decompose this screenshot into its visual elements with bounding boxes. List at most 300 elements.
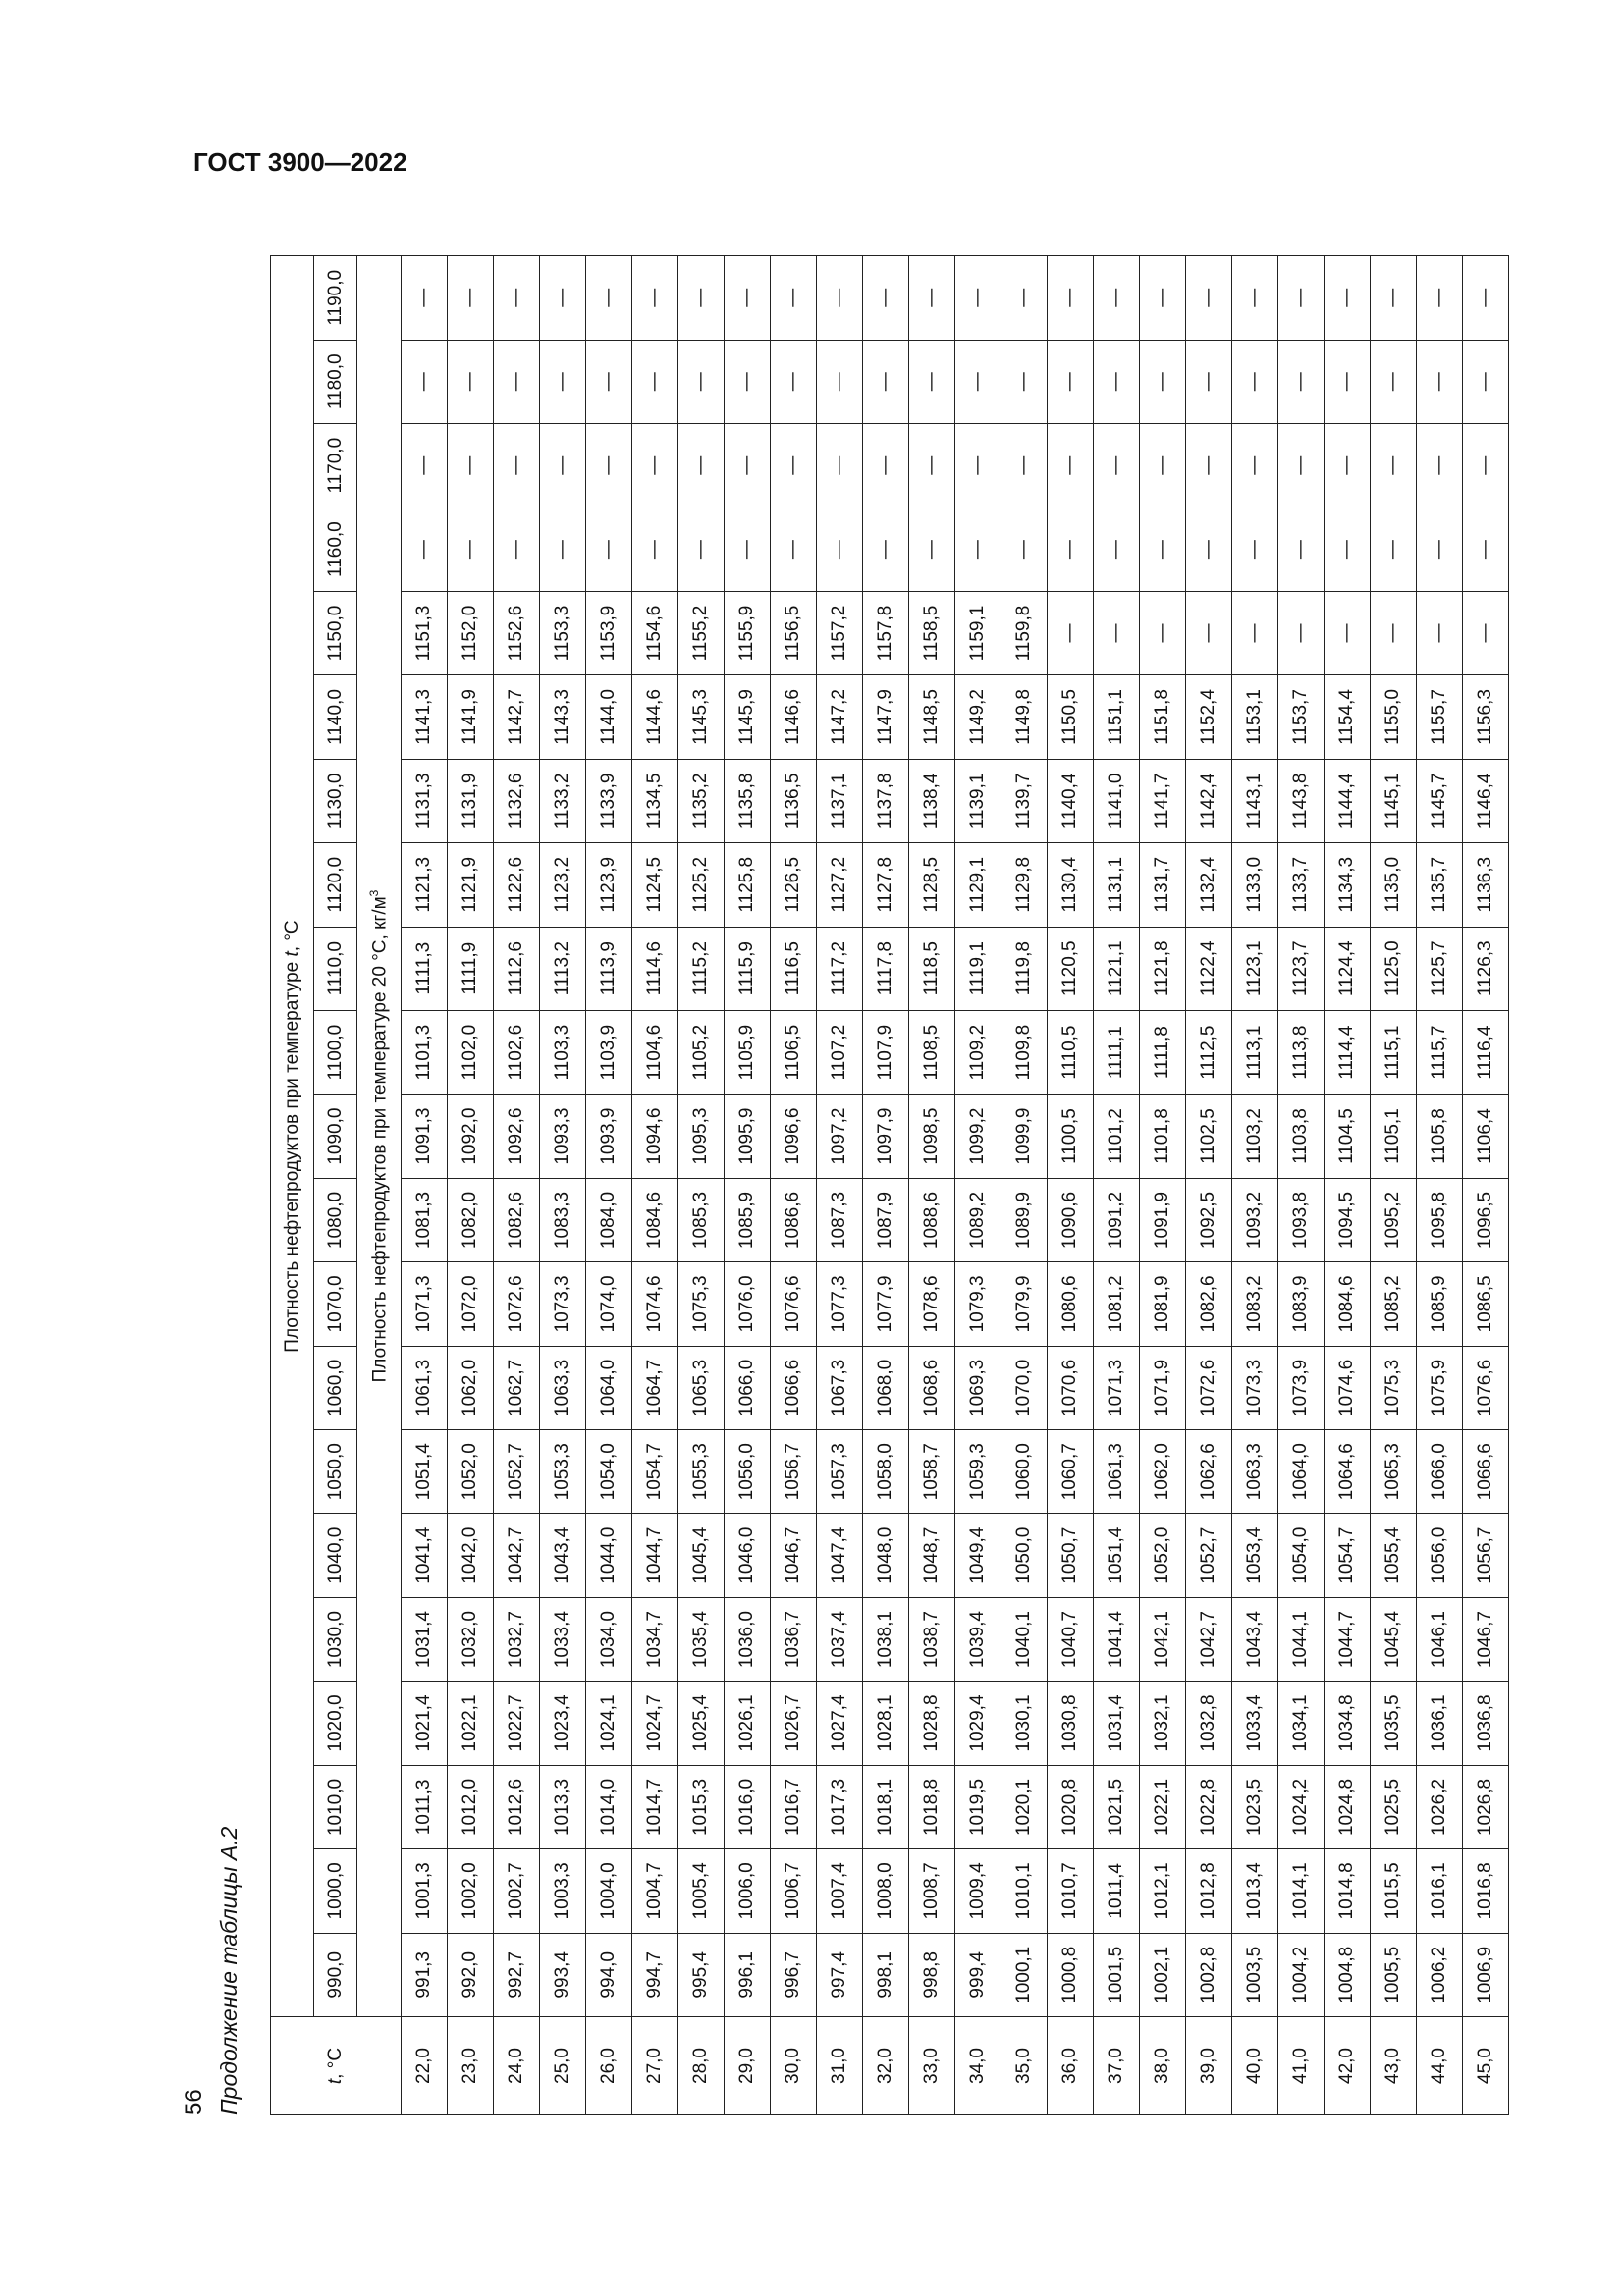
density-cell: 1024,1 [586,1682,632,1765]
density-cell: 1152,6 [494,591,540,674]
density-cell: — [494,340,540,423]
density-cell: 1112,6 [494,927,540,1010]
density-cell: 1051,4 [1094,1514,1140,1597]
density-cell: 1122,4 [1186,927,1232,1010]
density-cell: — [955,340,1001,423]
density-cell: 1002,8 [1186,1933,1232,2016]
density-cell: 1135,0 [1371,843,1417,927]
density-cell: 1103,9 [586,1010,632,1094]
density-cell: 1105,1 [1371,1095,1417,1178]
density-cell: — [725,507,771,591]
density-cell: 1119,1 [955,927,1001,1010]
density-cell: 1133,2 [540,759,586,842]
density-cell: 1055,4 [1371,1514,1417,1597]
density-column-header: 1150,0 [314,591,357,674]
density-cell: 1034,8 [1325,1682,1371,1765]
density-cell: 1070,6 [1048,1346,1094,1429]
density-cell: — [955,507,1001,591]
density-cell: — [1371,591,1417,674]
density-cell: 1121,3 [402,843,448,927]
density-cell: 996,7 [771,1933,817,2016]
density-cell: 1014,1 [1278,1849,1325,1933]
density-cell: 1155,7 [1417,675,1463,759]
density-cell: 1044,7 [1325,1597,1371,1681]
density-cell: 1015,3 [678,1765,725,1848]
density-cell: — [586,423,632,507]
density-column-header: 1140,0 [314,675,357,759]
density-cell: 1066,6 [1463,1430,1509,1514]
density-cell: 1105,9 [725,1010,771,1094]
density-cell: 1092,0 [448,1095,494,1178]
density-cell: 1006,0 [725,1849,771,1933]
density-cell: 1155,0 [1371,675,1417,759]
density-cell: 1013,4 [1232,1849,1278,1933]
density-column-header: 1170,0 [314,423,357,507]
density-cell: 1093,2 [1232,1178,1278,1261]
density-cell: 1129,8 [1001,843,1048,927]
density-cell: — [1048,591,1094,674]
density-cell: 1012,1 [1140,1849,1186,1933]
density-cell: 1059,3 [955,1430,1001,1514]
density-cell: 1127,8 [863,843,909,927]
density-cell: 1026,8 [1463,1765,1509,1848]
density-cell: 1044,0 [586,1514,632,1597]
density-cell: 1056,0 [725,1430,771,1514]
density-cell: 1062,0 [1140,1430,1186,1514]
subtitle-text: Плотность нефтепродуктов при температуре 20 °С, кг/м [369,896,391,1383]
density-cell: 1011,3 [402,1765,448,1848]
table-row [725,256,771,2115]
density-cell: 1018,1 [863,1765,909,1848]
density-cell: — [1417,591,1463,674]
density-table [270,255,1509,2115]
density-cell: 1072,0 [448,1262,494,1346]
density-cell: 1034,1 [1278,1682,1325,1765]
density-cell: 1006,9 [1463,1933,1509,2016]
density-cell: 1144,4 [1325,759,1371,842]
temp-header-unit: , °С [325,2047,346,2079]
density-cell: 1048,0 [863,1514,909,1597]
density-cell: 1018,8 [909,1765,955,1848]
density-cell: — [909,507,955,591]
density-cell: 1052,7 [494,1430,540,1514]
density-cell: 1064,6 [1325,1430,1371,1514]
density-cell: 1073,3 [1232,1346,1278,1429]
density-cell: 1126,3 [1463,927,1509,1010]
density-cell: 1038,1 [863,1597,909,1681]
temperature-cell: 36,0 [1048,2017,1094,2115]
table-row [955,256,1001,2115]
density-cell: 1061,3 [402,1346,448,1429]
table-row [494,256,540,2115]
density-cell: 1072,6 [494,1262,540,1346]
temperature-cell: 42,0 [1325,2017,1371,2115]
density-cell: 1019,5 [955,1765,1001,1848]
density-cell: 1061,3 [1094,1430,1140,1514]
density-cell: — [494,256,540,341]
density-column-header: 1180,0 [314,340,357,423]
density-cell: 1063,3 [540,1346,586,1429]
density-cell: 1008,7 [909,1849,955,1933]
density-cell: 1157,8 [863,591,909,674]
density-cell: 1050,7 [1048,1514,1094,1597]
density-cell: 1082,0 [448,1178,494,1261]
density-cell: 1100,5 [1048,1095,1094,1178]
density-cell: 1045,4 [678,1514,725,1597]
density-cell: — [1001,256,1048,341]
density-cell: — [1140,256,1186,341]
density-cell: 1022,1 [448,1682,494,1765]
density-column-header: 1090,0 [314,1095,357,1178]
density-cell: 1111,8 [1140,1010,1186,1094]
density-cell: 1136,3 [1463,843,1509,927]
density-cell: 1014,8 [1325,1849,1371,1933]
density-cell: 1075,9 [1417,1346,1463,1429]
temperature-cell: 40,0 [1232,2017,1278,2115]
density-cell: 1131,9 [448,759,494,842]
density-cell: 1043,4 [1232,1597,1278,1681]
density-cell: 1084,6 [632,1178,678,1261]
density-cell: 1021,5 [1094,1765,1140,1848]
density-cell: 1089,9 [1001,1178,1048,1261]
density-cell: — [1278,340,1325,423]
table-row [1371,256,1417,2115]
density-cell: 1021,4 [402,1682,448,1765]
density-cell: 1076,6 [771,1262,817,1346]
density-cell: — [678,507,725,591]
density-cell: — [1278,423,1325,507]
density-cell: 1112,5 [1186,1010,1232,1094]
density-cell: — [1371,340,1417,423]
density-cell: 1066,6 [771,1346,817,1429]
density-cell: — [1048,423,1094,507]
table-row [1001,256,1048,2115]
density-cell: 1141,0 [1094,759,1140,842]
density-cell: 1032,8 [1186,1682,1232,1765]
density-cell: — [725,256,771,341]
table-row [1278,256,1325,2115]
density-cell: 1051,4 [402,1430,448,1514]
density-cell: — [448,507,494,591]
density-cell: 1086,5 [1463,1262,1509,1346]
density-cell: — [1094,507,1140,591]
density-cell: 1103,2 [1232,1095,1278,1178]
density-cell: 1060,7 [1048,1430,1094,1514]
density-cell: — [1186,507,1232,591]
density-cell: 1017,3 [817,1765,863,1848]
density-cell: 1122,6 [494,843,540,927]
density-cell: 1002,7 [494,1849,540,1933]
density-cell: 1081,9 [1140,1262,1186,1346]
density-cell: 1111,9 [448,927,494,1010]
table-row [909,256,955,2115]
density-cell: 1073,9 [1278,1346,1325,1429]
density-cell: — [1048,507,1094,591]
density-column-header: 1110,0 [314,927,357,1010]
density-cell: 1119,8 [1001,927,1048,1010]
density-cell: 1127,2 [817,843,863,927]
density-cell: — [402,256,448,341]
density-cell: 1035,5 [1371,1682,1417,1765]
density-column-header: 1120,0 [314,843,357,927]
density-cell: 1125,7 [1417,927,1463,1010]
density-cell: — [1325,256,1371,341]
density-cell: 1101,3 [402,1010,448,1094]
density-cell: 1129,1 [955,843,1001,927]
density-cell: 1151,3 [402,591,448,674]
density-cell: 1016,0 [725,1765,771,1848]
temperature-cell: 31,0 [817,2017,863,2115]
density-cell: 1036,8 [1463,1682,1509,1765]
table-caption: Продолжение таблицы А.2 [216,1826,242,2115]
density-cell: 1046,7 [771,1514,817,1597]
density-cell: — [494,423,540,507]
density-cell: — [1094,423,1140,507]
density-cell: — [909,340,955,423]
density-cell: 1097,2 [817,1095,863,1178]
density-cell: 1095,2 [1371,1178,1417,1261]
table-row [540,256,586,2115]
density-cell: 1067,3 [817,1346,863,1429]
density-cell: 1133,9 [586,759,632,842]
density-cell: — [540,340,586,423]
density-cell: 1084,0 [586,1178,632,1261]
density-cell: — [1232,507,1278,591]
density-cell: — [1417,256,1463,341]
density-cell: — [402,340,448,423]
density-cell: 1001,5 [1094,1933,1140,2016]
density-cell: 1093,9 [586,1095,632,1178]
density-cell: 1141,9 [448,675,494,759]
temperature-cell: 28,0 [678,2017,725,2115]
density-cell: 1154,6 [632,591,678,674]
temperature-cell: 34,0 [955,2017,1001,2115]
density-cell: 1124,4 [1325,927,1371,1010]
density-cell: 1145,3 [678,675,725,759]
density-cell: 1084,6 [1325,1262,1371,1346]
density-cell: — [817,423,863,507]
density-cell: 1068,6 [909,1346,955,1429]
density-cell: 1123,7 [1278,927,1325,1010]
density-cell: 1054,0 [586,1430,632,1514]
density-cell: 1153,7 [1278,675,1325,759]
density-cell: 1159,1 [955,591,1001,674]
density-cell: 1153,3 [540,591,586,674]
density-cell: 1076,6 [1463,1346,1509,1429]
density-cell: 1087,3 [817,1178,863,1261]
density-cell: 1044,1 [1278,1597,1325,1681]
density-cell: 1111,1 [1094,1010,1140,1094]
density-cell: 1042,0 [448,1514,494,1597]
density-cell: 1032,0 [448,1597,494,1681]
density-cell: 1155,9 [725,591,771,674]
density-cell: 1138,4 [909,759,955,842]
density-cell: 1004,8 [1325,1933,1371,2016]
density-cell: 1055,3 [678,1430,725,1514]
density-cell: 998,1 [863,1933,909,2016]
density-cell: 1096,6 [771,1095,817,1178]
density-cell: 1031,4 [402,1597,448,1681]
density-cell: 1151,8 [1140,675,1186,759]
density-cell: 1039,4 [955,1597,1001,1681]
density-cell: — [1140,340,1186,423]
density-cell: — [1463,507,1509,591]
density-cell: — [1001,340,1048,423]
density-cell: 1155,2 [678,591,725,674]
density-cell: 1026,1 [725,1682,771,1765]
density-cell: 1074,0 [586,1262,632,1346]
density-cell: — [1463,340,1509,423]
density-column-header: 1130,0 [314,759,357,842]
density-cell: 1079,3 [955,1262,1001,1346]
temperature-cell: 35,0 [1001,2017,1048,2115]
density-cell: 1007,4 [817,1849,863,1933]
density-cell: 1093,3 [540,1095,586,1178]
density-cell: — [632,340,678,423]
density-cell: — [1140,423,1186,507]
density-cell: — [1371,256,1417,341]
density-cell: — [1186,591,1232,674]
density-cell: 1156,5 [771,591,817,674]
density-cell: 1086,6 [771,1178,817,1261]
density-cell: 1024,7 [632,1682,678,1765]
density-cell: 1125,2 [678,843,725,927]
group-title-var: t [281,951,302,957]
temperature-cell: 32,0 [863,2017,909,2115]
density-cell: 994,7 [632,1933,678,2016]
density-cell: 1113,1 [1232,1010,1278,1094]
density-cell: 1117,8 [863,927,909,1010]
density-cell: 1081,2 [1094,1262,1140,1346]
density-cell: 1123,1 [1232,927,1278,1010]
density-cell: 1008,0 [863,1849,909,1933]
density-cell: 992,7 [494,1933,540,2016]
density-cell: — [1371,507,1417,591]
density-cell: 1063,3 [1232,1430,1278,1514]
density-cell: 1145,9 [725,675,771,759]
density-cell: — [863,423,909,507]
density-cell: — [817,256,863,341]
density-cell: — [1232,423,1278,507]
density-cell: 1107,2 [817,1010,863,1094]
density-cell: 1131,3 [402,759,448,842]
density-cell: 1005,4 [678,1849,725,1933]
density-cell: 1003,3 [540,1849,586,1933]
density-cell: 1016,7 [771,1765,817,1848]
density-column-header-row [314,256,357,2115]
density-cell: 1111,3 [402,927,448,1010]
density-cell: 1014,0 [586,1765,632,1848]
density-cell: 1145,7 [1417,759,1463,842]
density-column-header: 1160,0 [314,507,357,591]
density-cell: 1004,2 [1278,1933,1325,2016]
density-cell: 1070,0 [1001,1346,1048,1429]
density-cell: 1107,9 [863,1010,909,1094]
density-cell: 1025,5 [1371,1765,1417,1848]
density-cell: — [678,256,725,341]
table-row [632,256,678,2115]
density-cell: 1113,8 [1278,1010,1325,1094]
table-row [1232,256,1278,2115]
density-cell: 1062,6 [1186,1430,1232,1514]
density-cell: 1026,7 [771,1682,817,1765]
density-cell: 1053,3 [540,1430,586,1514]
table-row [1325,256,1371,2115]
density-cell: 1134,5 [632,759,678,842]
density-cell: 1087,9 [863,1178,909,1261]
density-column-header: 1080,0 [314,1178,357,1261]
density-cell: 1057,3 [817,1430,863,1514]
density-cell: 1078,6 [909,1262,955,1346]
density-cell: 1120,5 [1048,927,1094,1010]
density-cell: 1149,2 [955,675,1001,759]
density-cell: — [1094,256,1140,341]
density-cell: 1094,5 [1325,1178,1371,1261]
density-cell: 1031,4 [1094,1682,1140,1765]
temperature-cell: 37,0 [1094,2017,1140,2115]
density-cell: 999,4 [955,1933,1001,2016]
density-cell: 1081,3 [402,1178,448,1261]
density-cell: 1068,0 [863,1346,909,1429]
density-cell: 1085,9 [1417,1262,1463,1346]
subtitle-sup: 3 [366,889,381,897]
density-cell: — [1371,423,1417,507]
density-cell: 1159,8 [1001,591,1048,674]
density-cell: — [771,507,817,591]
density-cell: 1073,3 [540,1262,586,1346]
density-cell: 1071,9 [1140,1346,1186,1429]
density-cell: — [1140,591,1186,674]
density-cell: 1110,5 [1048,1010,1094,1094]
density-cell: 1083,9 [1278,1262,1325,1346]
density-cell: 1104,5 [1325,1095,1371,1178]
density-cell: 1052,7 [1186,1514,1232,1597]
density-cell: 1131,1 [1094,843,1140,927]
temperature-cell: 33,0 [909,2017,955,2115]
density-cell: 1114,6 [632,927,678,1010]
density-cell: 1133,7 [1278,843,1325,927]
density-cell: 1005,5 [1371,1933,1417,2016]
density-cell: 1015,5 [1371,1849,1417,1933]
density-cell: 1050,0 [1001,1514,1048,1597]
density-cell: 1054,7 [1325,1514,1371,1597]
density-cell: 1143,8 [1278,759,1325,842]
density-cell: 1098,5 [909,1095,955,1178]
density-cell: 1082,6 [1186,1262,1232,1346]
density-cell: — [1325,340,1371,423]
density-column-header: 1010,0 [314,1765,357,1848]
density-column-header: 1070,0 [314,1262,357,1346]
density-cell: 1083,3 [540,1178,586,1261]
density-cell: 1118,5 [909,927,955,1010]
density-cell: 1046,7 [1463,1597,1509,1681]
density-cell: — [725,340,771,423]
density-cell: — [771,256,817,341]
density-cell: 1106,4 [1463,1095,1509,1178]
density-cell: 993,4 [540,1933,586,2016]
density-cell: 1083,2 [1232,1262,1278,1346]
group-title-header [271,256,314,2017]
density-cell: 1012,8 [1186,1849,1232,1933]
density-column-header: 1190,0 [314,256,357,341]
density-cell: 1109,8 [1001,1010,1048,1094]
density-cell: — [448,423,494,507]
group-title-text: Плотность нефтепродуктов при температуре [281,956,302,1353]
density-cell: 1072,6 [1186,1346,1232,1429]
density-column-header: 1050,0 [314,1430,357,1514]
density-cell: 1145,1 [1371,759,1417,842]
density-cell: 1121,1 [1094,927,1140,1010]
